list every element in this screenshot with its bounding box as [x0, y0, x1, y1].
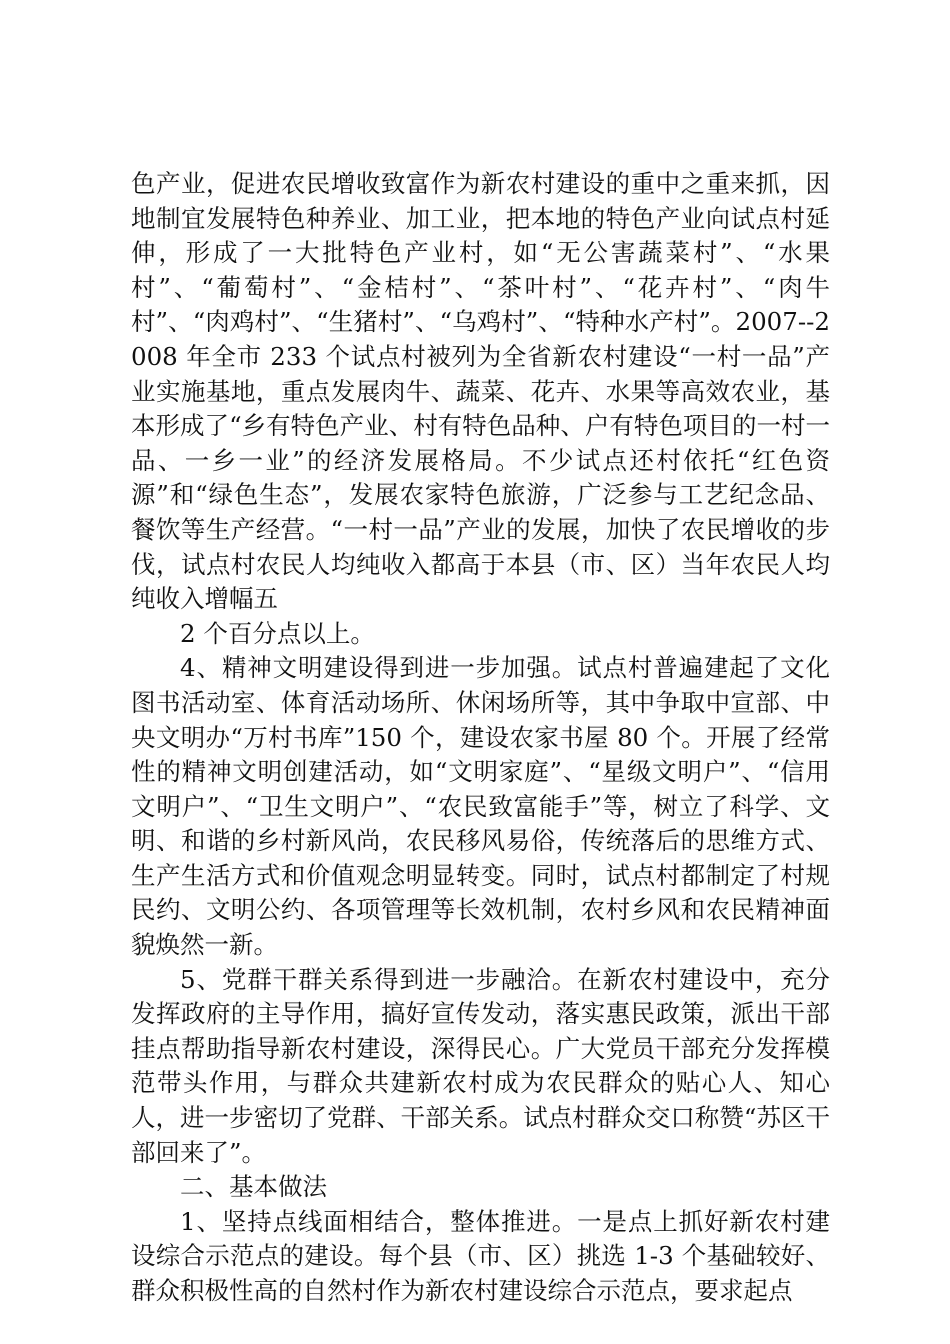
paragraph-industry: 色产业，促进农民增收致富作为新农村建设的重中之重来抓，因地制宜发展特色种养业、加工业，把本地的特色产业向试点村延伸，形成了一大批特色产业村，如“无公害蔬菜村”、“水果村”、“葡萄村”、“金桔村”、“茶叶村”、“花卉村”、“肉牛村”、“肉鸡村”、“生猪村”、“乌鸡村”、“特种水产村”。2007--2008 年全市 233 个试点村被列为全省新农村建设“一村一品”产业实施基地，重点发展肉牛、蔬菜、花卉、水果等高效农业，基本形成了“乡有特色产业、村有特色品种、户有特色项目的一村一品、一乡一业”的经济发展格局。不少试点还村依托“红色资源”和“绿色生态”，发展农家特色旅游，广泛参与工艺纪念品、餐饮等生产经营。“一村一品”产业的发展，加快了农民增收的步伐，试点村农民人均纯收入都高于本县（市、区）当年农民人均纯收入增幅五 — [131, 169, 830, 614]
paragraph-percentage: 2 个百分点以上。 — [180, 618, 375, 648]
paragraph-point-line-surface: 1、坚持点线面相结合，整体推进。一是点上抓好新农村建设综合示范点的建设。每个县（市、区）挑选 1-3 个基础较好、群众积极性高的自然村作为新农村建设综合示范点，要求起点 — [131, 1206, 830, 1305]
paragraph-spiritual-civilization: 4、精神文明建设得到进一步加强。试点村普遍建起了文化图书活动室、体育活动场所、休闲场所等，其中争取中宣部、中央文明办“万村书库”150 个，建设农家书屋 80 个。开展了经常性的精神文明创建活动，如“文明家庭”、“星级文明户”、“信用文明户”、“卫生文明户”、“农民致富能手”等，树立了科学、文明、和谐的乡村新风尚，农民移风易俗，传统落后的思维方式、生产生活方式和价值观念明显转变。同时，试点村都制定了村规民约、文明公约、各项管理等长效机制，农村乡风和农民精神面貌焕然一新。 — [131, 653, 830, 960]
paragraph-party-relations: 5、党群干群关系得到进一步融洽。在新农村建设中，充分发挥政府的主导作用，搞好宣传发动，落实惠民政策，派出干部挂点帮助指导新农村建设，深得民心。广大党员干部充分发挥模范带头作用，与群众共建新农村成为农民群众的贴心人、知心人，进一步密切了党群、干部关系。试点村群众交口称赞“苏区干部回来了”。 — [131, 964, 830, 1167]
section-heading-basic-practices: 二、基本做法 — [180, 1172, 327, 1202]
